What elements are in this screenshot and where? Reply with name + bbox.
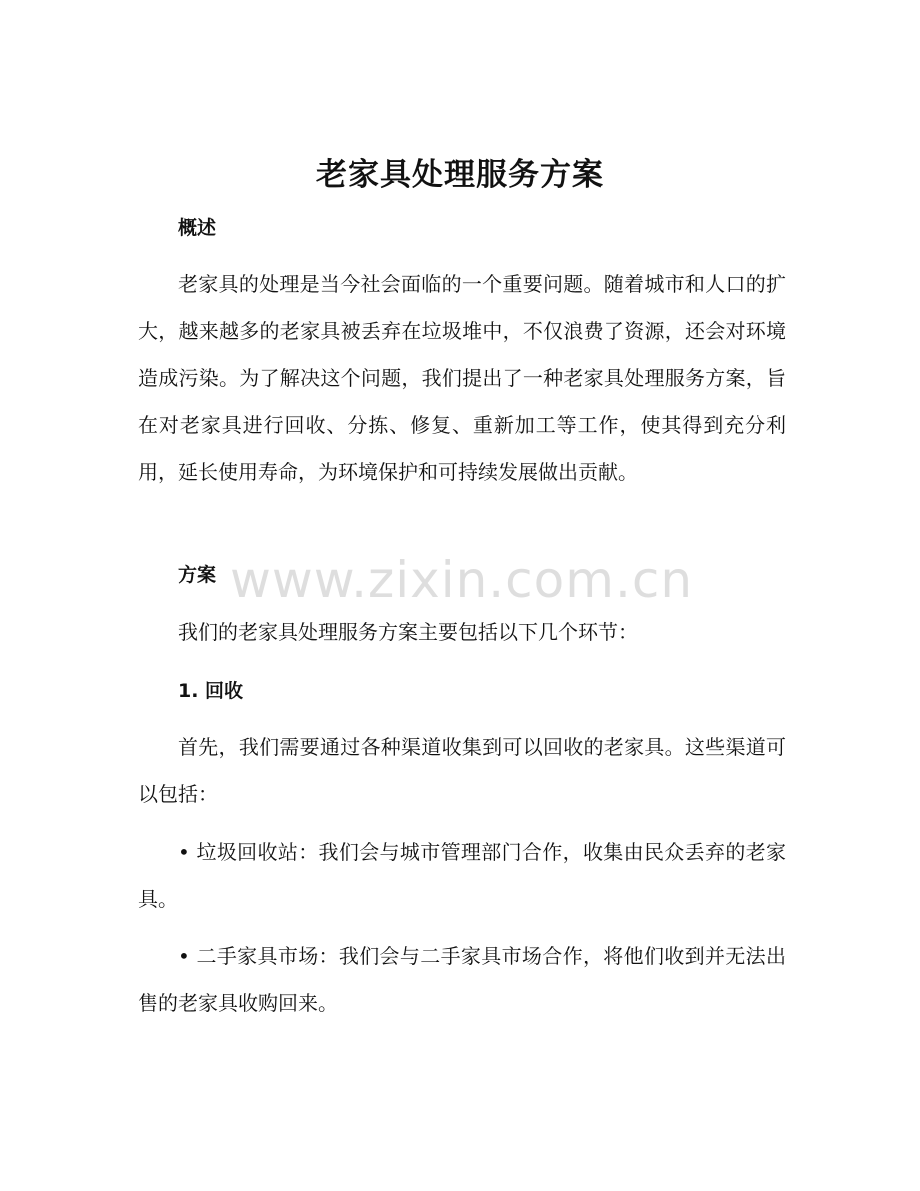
- overview-paragraph: 老家具的处理是当今社会面临的一个重要问题。随着城市和人口的扩大，越来越多的老家具被丢弃在垃圾堆中，不仅浪费了资源，还会对环境造成污染。为了解决这个问题，我们提出了一种老家具处理服务方案，旨在对老家具进行回收、分拣、修复、重新加工等工作，使其得到充分利用，延长使用寿命，为环境保护和可持续发展做出贡献。: [138, 272, 786, 484]
- watermark-text: www.zixin.com.cn: [230, 551, 694, 609]
- section-heading-recycling: 1. 回收: [178, 680, 244, 702]
- bullet-item-recycling-station: • 垃圾回收站：我们会与城市管理部门合作，收集由民众丢弃的老家具。: [138, 840, 786, 911]
- section-heading-overview: 概述: [178, 217, 217, 239]
- section-heading-plan: 方案: [178, 564, 217, 586]
- document-title: 老家具处理服务方案: [316, 157, 604, 193]
- bullet-item-secondhand-market: • 二手家具市场：我们会与二手家具市场合作，将他们收到并无法出售的老家具收购回来。: [138, 944, 786, 1015]
- plan-intro-paragraph: 我们的老家具处理服务方案主要包括以下几个环节：: [178, 620, 638, 644]
- recycling-intro-paragraph: 首先，我们需要通过各种渠道收集到可以回收的老家具。这些渠道可以包括：: [138, 735, 786, 806]
